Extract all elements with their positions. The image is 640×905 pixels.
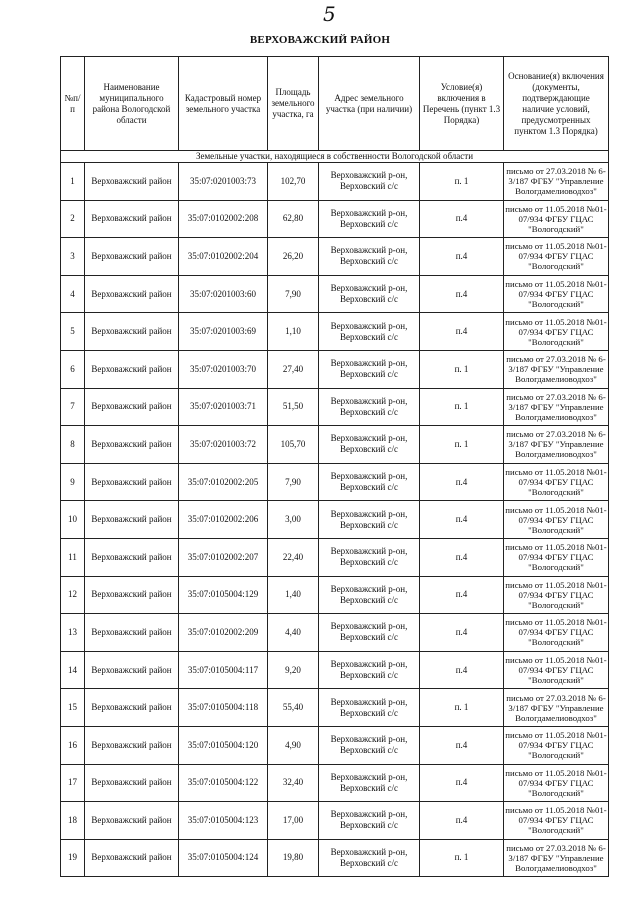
row-basis: письмо от 11.05.2018 №01-07/934 ФГБУ ГЦАС "Вологодский" xyxy=(504,275,609,313)
row-cadastral: 35:07:0201003:71 xyxy=(179,388,268,426)
row-area: 55,40 xyxy=(268,689,319,727)
row-area: 9,20 xyxy=(268,651,319,689)
row-district: Верховажский район xyxy=(85,689,179,727)
row-area: 1,10 xyxy=(268,313,319,351)
row-district: Верховажский район xyxy=(85,651,179,689)
header-address: Адрес земельного участка (при наличии) xyxy=(319,57,420,151)
row-district: Верховажский район xyxy=(85,350,179,388)
row-cadastral: 35:07:0102002:206 xyxy=(179,501,268,539)
table-row xyxy=(61,463,609,501)
row-address: Верховажский р-он, Верховский с/с xyxy=(319,726,420,764)
row-condition: п.4 xyxy=(420,538,504,576)
row-address: Верховажский р-он, Верховский с/с xyxy=(319,764,420,802)
row-cadastral: 35:07:0105004:120 xyxy=(179,726,268,764)
table-row xyxy=(61,839,609,877)
row-cadastral: 35:07:0102002:208 xyxy=(179,200,268,238)
row-cadastral: 35:07:0201003:72 xyxy=(179,426,268,464)
row-address: Верховажский р-он, Верховский с/с xyxy=(319,576,420,614)
table-row xyxy=(61,689,609,727)
row-area: 4,40 xyxy=(268,614,319,652)
row-condition: п.4 xyxy=(420,726,504,764)
page-number: 5 xyxy=(323,2,336,26)
row-area: 62,80 xyxy=(268,200,319,238)
row-condition: п.4 xyxy=(420,764,504,802)
row-address: Верховажский р-он, Верховский с/с xyxy=(319,802,420,840)
table-row xyxy=(61,388,609,426)
row-number: 11 xyxy=(61,538,85,576)
row-address: Верховажский р-он, Верховский с/с xyxy=(319,163,420,201)
row-basis: письмо от 27.03.2018 № 6-3/187 ФГБУ "Управление Вологдамелиоводхоз" xyxy=(504,689,609,727)
header-number: №п/п xyxy=(61,57,85,151)
row-address: Верховажский р-он, Верховский с/с xyxy=(319,313,420,351)
section-row xyxy=(61,151,609,163)
row-address: Верховажский р-он, Верховский с/с xyxy=(319,689,420,727)
row-basis: письмо от 27.03.2018 № 6-3/187 ФГБУ "Управление Вологдамелиоводхоз" xyxy=(504,163,609,201)
row-cadastral: 35:07:0105004:122 xyxy=(179,764,268,802)
row-district: Верховажский район xyxy=(85,764,179,802)
row-district: Верховажский район xyxy=(85,388,179,426)
row-district: Верховажский район xyxy=(85,426,179,464)
row-area: 105,70 xyxy=(268,426,319,464)
row-district: Верховажский район xyxy=(85,200,179,238)
table-row xyxy=(61,275,609,313)
table-row xyxy=(61,614,609,652)
row-basis: письмо от 11.05.2018 №01-07/934 ФГБУ ГЦАС "Вологодский" xyxy=(504,313,609,351)
row-condition: п.4 xyxy=(420,238,504,276)
table-row xyxy=(61,200,609,238)
row-area: 7,90 xyxy=(268,275,319,313)
row-address: Верховажский р-он, Верховский с/с xyxy=(319,350,420,388)
row-district: Верховажский район xyxy=(85,163,179,201)
row-cadastral: 35:07:0102002:207 xyxy=(179,538,268,576)
row-district: Верховажский район xyxy=(85,614,179,652)
row-basis: письмо от 27.03.2018 № 6-3/187 ФГБУ "Управление Вологдамелиоводхоз" xyxy=(504,388,609,426)
table-row xyxy=(61,350,609,388)
row-cadastral: 35:07:0201003:70 xyxy=(179,350,268,388)
row-district: Верховажский район xyxy=(85,501,179,539)
table-row xyxy=(61,651,609,689)
table-row xyxy=(61,576,609,614)
row-cadastral: 35:07:0201003:60 xyxy=(179,275,268,313)
row-number: 6 xyxy=(61,350,85,388)
row-area: 32,40 xyxy=(268,764,319,802)
row-condition: п. 1 xyxy=(420,689,504,727)
table-header-row xyxy=(61,57,609,151)
row-number: 12 xyxy=(61,576,85,614)
row-basis: письмо от 27.03.2018 № 6-3/187 ФГБУ "Управление Вологдамелиоводхоз" xyxy=(504,426,609,464)
row-cadastral: 35:07:0201003:69 xyxy=(179,313,268,351)
header-district: Наименование муниципального района Вологодской области xyxy=(85,57,179,151)
row-area: 4,90 xyxy=(268,726,319,764)
table-row xyxy=(61,764,609,802)
table-row xyxy=(61,238,609,276)
row-address: Верховажский р-он, Верховский с/с xyxy=(319,614,420,652)
row-area: 17,00 xyxy=(268,802,319,840)
row-number: 9 xyxy=(61,463,85,501)
row-condition: п.4 xyxy=(420,200,504,238)
row-address: Верховажский р-он, Верховский с/с xyxy=(319,275,420,313)
row-basis: письмо от 11.05.2018 №01-07/934 ФГБУ ГЦАС "Вологодский" xyxy=(504,538,609,576)
row-number: 13 xyxy=(61,614,85,652)
row-area: 3,00 xyxy=(268,501,319,539)
table-row xyxy=(61,726,609,764)
table-row xyxy=(61,802,609,840)
row-condition: п.4 xyxy=(420,614,504,652)
row-address: Верховажский р-он, Верховский с/с xyxy=(319,388,420,426)
row-number: 1 xyxy=(61,163,85,201)
row-basis: письмо от 11.05.2018 №01-07/934 ФГБУ ГЦАС "Вологодский" xyxy=(504,614,609,652)
row-district: Верховажский район xyxy=(85,802,179,840)
row-cadastral: 35:07:0102002:204 xyxy=(179,238,268,276)
row-number: 4 xyxy=(61,275,85,313)
row-cadastral: 35:07:0201003:73 xyxy=(179,163,268,201)
row-number: 2 xyxy=(61,200,85,238)
row-basis: письмо от 11.05.2018 №01-07/934 ФГБУ ГЦАС "Вологодский" xyxy=(504,576,609,614)
header-area: Площадь земельного участка, га xyxy=(268,57,319,151)
section-title: Земельные участки, находящиеся в собственности Вологодской области xyxy=(61,151,609,163)
row-number: 8 xyxy=(61,426,85,464)
row-condition: п.4 xyxy=(420,313,504,351)
row-address: Верховажский р-он, Верховский с/с xyxy=(319,651,420,689)
row-district: Верховажский район xyxy=(85,313,179,351)
row-address: Верховажский р-он, Верховский с/с xyxy=(319,463,420,501)
row-cadastral: 35:07:0105004:117 xyxy=(179,651,268,689)
row-cadastral: 35:07:0105004:123 xyxy=(179,802,268,840)
row-cadastral: 35:07:0102002:205 xyxy=(179,463,268,501)
row-condition: п. 1 xyxy=(420,388,504,426)
row-number: 3 xyxy=(61,238,85,276)
row-district: Верховажский район xyxy=(85,576,179,614)
row-district: Верховажский район xyxy=(85,726,179,764)
row-basis: письмо от 11.05.2018 №01-07/934 ФГБУ ГЦАС "Вологодский" xyxy=(504,802,609,840)
row-cadastral: 35:07:0105004:118 xyxy=(179,689,268,727)
row-area: 7,90 xyxy=(268,463,319,501)
row-area: 26,20 xyxy=(268,238,319,276)
row-district: Верховажский район xyxy=(85,238,179,276)
row-condition: п. 1 xyxy=(420,839,504,877)
row-basis: письмо от 27.03.2018 № 6-3/187 ФГБУ "Управление Вологдамелиоводхоз" xyxy=(504,350,609,388)
header-condition: Условие(я) включения в Перечень (пункт 1.3 Порядка) xyxy=(420,57,504,151)
document-title: ВЕРХОВАЖСКИЙ РАЙОН xyxy=(249,34,391,46)
row-condition: п.4 xyxy=(420,463,504,501)
table-row xyxy=(61,538,609,576)
row-basis: письмо от 11.05.2018 №01-07/934 ФГБУ ГЦАС "Вологодский" xyxy=(504,726,609,764)
row-cadastral: 35:07:0105004:124 xyxy=(179,839,268,877)
row-condition: п.4 xyxy=(420,651,504,689)
row-number: 17 xyxy=(61,764,85,802)
row-area: 19,80 xyxy=(268,839,319,877)
row-address: Верховажский р-он, Верховский с/с xyxy=(319,538,420,576)
row-area: 51,50 xyxy=(268,388,319,426)
row-address: Верховажский р-он, Верховский с/с xyxy=(319,426,420,464)
row-district: Верховажский район xyxy=(85,463,179,501)
row-basis: письмо от 27.03.2018 № 6-3/187 ФГБУ "Управление Вологдамелиоводхоз" xyxy=(504,839,609,877)
row-number: 16 xyxy=(61,726,85,764)
row-address: Верховажский р-он, Верховский с/с xyxy=(319,501,420,539)
row-area: 22,40 xyxy=(268,538,319,576)
row-basis: письмо от 11.05.2018 №01-07/934 ФГБУ ГЦАС "Вологодский" xyxy=(504,764,609,802)
row-address: Верховажский р-он, Верховский с/с xyxy=(319,200,420,238)
row-condition: п.4 xyxy=(420,576,504,614)
row-condition: п. 1 xyxy=(420,163,504,201)
header-basis: Основание(я) включения (документы, подтверждающие наличие условий, предусмотренных пунктом 1.3 Порядка) xyxy=(504,57,609,151)
row-cadastral: 35:07:0105004:129 xyxy=(179,576,268,614)
row-condition: п.4 xyxy=(420,802,504,840)
row-district: Верховажский район xyxy=(85,839,179,877)
row-condition: п. 1 xyxy=(420,426,504,464)
row-number: 14 xyxy=(61,651,85,689)
table-row xyxy=(61,163,609,201)
row-basis: письмо от 11.05.2018 №01-07/934 ФГБУ ГЦАС "Вологодский" xyxy=(504,238,609,276)
table-row xyxy=(61,501,609,539)
row-basis: письмо от 11.05.2018 №01-07/934 ФГБУ ГЦАС "Вологодский" xyxy=(504,651,609,689)
row-condition: п. 1 xyxy=(420,350,504,388)
header-cadastral: Кадастровый номер земельного участка xyxy=(179,57,268,151)
row-district: Верховажский район xyxy=(85,538,179,576)
row-basis: письмо от 11.05.2018 №01-07/934 ФГБУ ГЦАС "Вологодский" xyxy=(504,200,609,238)
row-condition: п.4 xyxy=(420,501,504,539)
row-area: 102,70 xyxy=(268,163,319,201)
row-area: 1,40 xyxy=(268,576,319,614)
row-cadastral: 35:07:0102002:209 xyxy=(179,614,268,652)
row-number: 7 xyxy=(61,388,85,426)
row-condition: п.4 xyxy=(420,275,504,313)
row-area: 27,40 xyxy=(268,350,319,388)
row-number: 5 xyxy=(61,313,85,351)
row-number: 19 xyxy=(61,839,85,877)
row-number: 15 xyxy=(61,689,85,727)
row-address: Верховажский р-он, Верховский с/с xyxy=(319,839,420,877)
row-district: Верховажский район xyxy=(85,275,179,313)
row-basis: письмо от 11.05.2018 №01-07/934 ФГБУ ГЦАС "Вологодский" xyxy=(504,501,609,539)
row-number: 18 xyxy=(61,802,85,840)
table-row xyxy=(61,313,609,351)
row-address: Верховажский р-он, Верховский с/с xyxy=(319,238,420,276)
row-number: 10 xyxy=(61,501,85,539)
land-plots-table xyxy=(60,56,609,877)
table-row xyxy=(61,426,609,464)
row-basis: письмо от 11.05.2018 №01-07/934 ФГБУ ГЦАС "Вологодский" xyxy=(504,463,609,501)
